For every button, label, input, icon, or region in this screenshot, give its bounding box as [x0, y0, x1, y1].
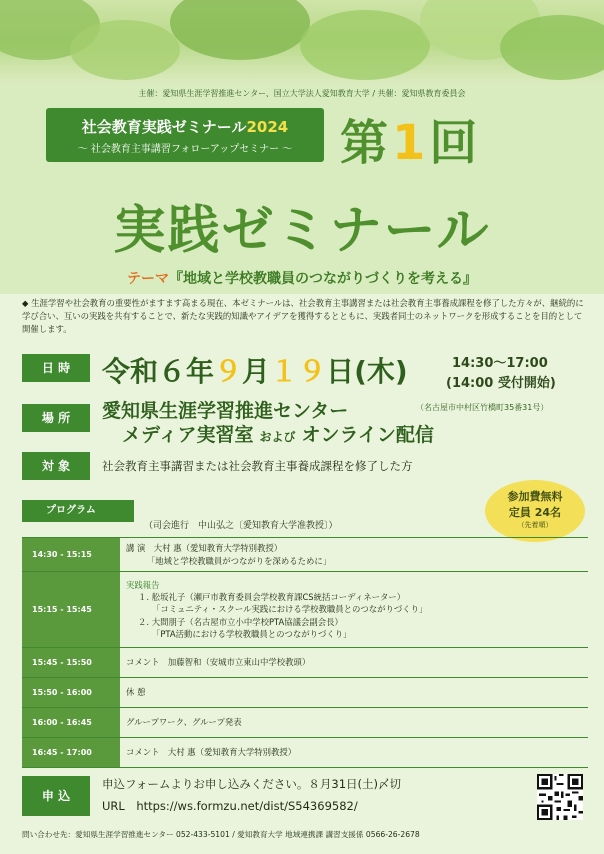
series-badge — [46, 108, 324, 162]
program-row-line: 「コミュニティ・スクール実践における学校教職員とのつながりづくり」 — [152, 604, 428, 615]
program-row — [22, 708, 588, 738]
venue-address: （名古屋市中村区竹橋町35番31号） — [416, 403, 549, 412]
series-year: 2024 — [246, 118, 289, 136]
target-label: 対 象 — [22, 452, 90, 480]
event-date — [102, 350, 408, 390]
date-year: 令和６年 — [102, 355, 215, 388]
fee-free: 参加費無料 — [507, 490, 563, 503]
fee-capacity: 定員 24名 — [508, 506, 562, 519]
program-row — [22, 678, 588, 708]
apply-url[interactable]: URL https://ws.formzu.net/dist/S54369582/ — [102, 799, 358, 813]
theme-line — [0, 268, 604, 288]
program-mc: （司会進行 中山弘之〔愛知教育大学准教授〕） — [144, 521, 338, 531]
program-row-time: 14:30 - 15:15 — [22, 538, 120, 571]
program-row-time: 16:45 - 17:00 — [22, 738, 120, 767]
date-day: １９ — [270, 355, 327, 388]
program-row — [22, 538, 588, 572]
program-row-line: 実践報告 — [126, 580, 160, 591]
program-row-line: 「PTA活動における学校教職員とのつながりづくり」 — [152, 628, 352, 639]
program-row-body — [126, 572, 586, 647]
theme-text: 『地域と学校教職員のつながりづくりを考える』 — [169, 271, 477, 287]
program-row-body — [126, 678, 586, 707]
dai-char: 第 — [340, 115, 393, 171]
program-row-line: ２. 大間朋子（名古屋市立小中学校PTA協議会副会長） — [138, 616, 343, 627]
program-row-line: 講 演 大村 惠（愛知教育大学特別教授） — [126, 543, 283, 554]
venue-label: 場 所 — [22, 404, 90, 432]
program-row-line: 休 憩 — [126, 687, 146, 698]
program-row — [22, 572, 588, 648]
contact-line: 問い合わせ先：愛知県生涯学習推進センター 052-433-5101 / 愛知教育大学 地域連携課 講習支援係 0566-26-2678 — [22, 830, 420, 839]
series-subtitle: ～ 社会教育主事講習フォローアップセミナー ～ — [77, 144, 293, 155]
main-title: 実践ゼミナール — [113, 201, 491, 261]
intro-paragraph: ◆ 生涯学習や社会教育の重要性がますます高まる現在、本ゼミナールは、社会教育主事講習または社会教育主事養成課程を修了した方々が、継続的に学び合い、互いの実践を共有することで、新たな実践的知識やアイデアを獲得するとともに、実践者同士のネットワークを形成することを目的として開催します。 — [22, 298, 584, 335]
venue-room-name: メディア実習室 — [122, 424, 254, 446]
program-label: プログラム — [22, 500, 134, 522]
date-weekday: 日(木) — [326, 355, 408, 388]
program-row-time: 16:00 - 16:45 — [22, 708, 120, 737]
program-row-time: 15:15 - 15:45 — [22, 572, 120, 647]
program-row-line: コメント 加藤智和（安城市立東山中学校教頭） — [126, 657, 311, 668]
program-row-body — [126, 538, 586, 571]
program-row-line: １. 舩坂礼子（瀬戸市教育委員会学校教育課CS統括コーディネーター） — [138, 592, 406, 603]
qr-code-icon[interactable] — [537, 774, 583, 820]
fee-badge — [485, 480, 585, 542]
program-row-time: 15:45 - 15:50 — [22, 648, 120, 677]
session-number-value: 1 — [392, 115, 430, 171]
venue-name: 愛知県生涯学習推進センター — [102, 400, 349, 422]
program-row — [22, 738, 588, 768]
date-month: ９ — [214, 355, 243, 388]
program-table — [22, 537, 588, 767]
apply-instruction: 申込フォームよりお申し込みください。８月31日(土)〆切 — [102, 777, 402, 791]
venue-and: および — [259, 430, 296, 444]
date-month-suffix: 月 — [242, 355, 271, 388]
reception-time: (14:00 受付開始) — [446, 376, 556, 391]
leaf-blob — [70, 20, 180, 80]
foliage-banner — [0, 0, 604, 84]
target-text: 社会教育主事講習または社会教育主事養成課程を修了した方 — [102, 459, 413, 473]
program-row-body — [126, 648, 586, 677]
organizers-line: 主催：愛知県生涯学習推進センター、国立大学法人愛知教育大学 / 共催：愛知県教育委員会 — [138, 89, 466, 98]
apply-label: 申 込 — [22, 776, 90, 816]
leaf-blob — [300, 10, 430, 80]
date-label: 日 時 — [22, 354, 90, 382]
program-row-body — [126, 738, 586, 767]
leaf-blob — [170, 0, 310, 60]
kai-char: 回 — [429, 115, 482, 171]
event-time: 14:30～17:00 — [452, 356, 548, 371]
leaf-blob — [500, 15, 604, 80]
session-number — [340, 104, 481, 173]
venue-room — [122, 420, 434, 447]
series-title-text: 社会教育実践ゼミナール — [81, 118, 247, 136]
series-title — [46, 116, 324, 137]
program-row-body — [126, 708, 586, 737]
venue-online: オンライン配信 — [301, 424, 434, 446]
program-row — [22, 648, 588, 678]
theme-label: テーマ — [127, 271, 169, 287]
program-row-line: コメント 大村 惠（愛知教育大学特別教授） — [126, 747, 297, 758]
program-row-line: 「地域と学校教職員がつながりを深めるために」 — [126, 555, 332, 566]
fee-note: （先着順） — [517, 521, 553, 529]
program-row-time: 15:50 - 16:00 — [22, 678, 120, 707]
program-row-line: グループワーク、グループ発表 — [126, 717, 242, 728]
